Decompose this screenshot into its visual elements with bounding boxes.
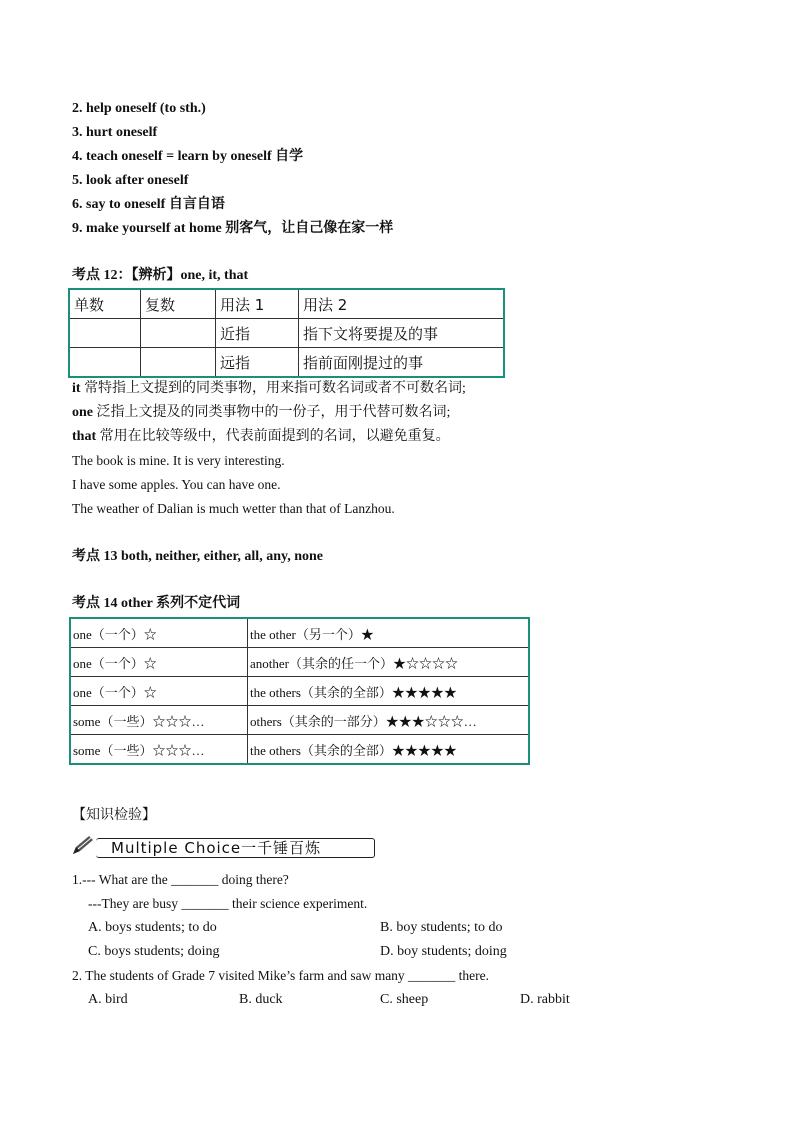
note-text: 常用在比较等级中，代表前面提到的名词，以避免重复。 xyxy=(96,429,450,444)
table-cell: 远指 xyxy=(216,348,299,378)
pencil-icon xyxy=(70,834,96,863)
note-term: it xyxy=(72,381,81,396)
one-it-that-table xyxy=(68,288,505,378)
option-c: C. boys students; doing xyxy=(88,944,220,959)
note-text: 常特指上文提到的同类事物，用来指可数名词或者不可数名词; xyxy=(80,381,466,396)
table-cell: 近指 xyxy=(216,319,299,348)
example-1: The book is mine. It is very interesting. xyxy=(72,453,285,468)
table-row xyxy=(69,348,504,378)
table-row xyxy=(70,706,529,735)
table-cell xyxy=(69,319,141,348)
option-b: B. duck xyxy=(239,992,283,1007)
table-row xyxy=(70,648,529,677)
note-it xyxy=(72,379,466,399)
note-text: 泛指上文提及的同类事物中的一份子，用于代替可数名词; xyxy=(93,405,451,420)
table-cell: one（一个）☆ xyxy=(70,618,248,648)
other-series-table xyxy=(69,617,530,765)
table-row xyxy=(70,677,529,706)
phrase-9: 9. make yourself at home 别客气，让自己像在家一样 xyxy=(72,221,394,236)
phrase-6: 6. say to oneself 自言自语 xyxy=(72,197,225,212)
table-row xyxy=(69,289,504,319)
table-cell: some（一些）☆☆☆… xyxy=(70,735,248,765)
table-cell: another（其余的任一个）★☆☆☆☆ xyxy=(248,648,530,677)
option-c: C. sheep xyxy=(380,992,429,1007)
table-cell: the others（其余的全部）★★★★★ xyxy=(248,735,530,765)
option-d: D. boy students; doing xyxy=(380,944,507,959)
phrase-3: 3. hurt oneself xyxy=(72,125,158,140)
table-cell: others（其余的一部分）★★★☆☆☆… xyxy=(248,706,530,735)
table-cell xyxy=(69,348,141,378)
phrase-5: 5. look after oneself xyxy=(72,173,189,188)
option-a: A. bird xyxy=(88,992,128,1007)
table-cell: one（一个）☆ xyxy=(70,648,248,677)
table-cell: the others（其余的全部）★★★★★ xyxy=(248,677,530,706)
table-cell: the other（另一个）★ xyxy=(248,618,530,648)
table-cell xyxy=(141,319,216,348)
kaodian12-heading: 考点 12：【辨析】one, it, that xyxy=(72,268,249,283)
phrase-2: 2. help oneself (to sth.) xyxy=(72,101,206,116)
table-cell: one（一个）☆ xyxy=(70,677,248,706)
option-a: A. boys students; to do xyxy=(88,920,217,935)
banner-text: Multiple Choice一千锤百炼 xyxy=(111,839,322,857)
table-cell: 用法 1 xyxy=(216,289,299,319)
table-row xyxy=(70,618,529,648)
note-term: one xyxy=(72,405,93,420)
note-term: that xyxy=(72,429,97,444)
example-3: The weather of Dalian is much wetter than that of Lanzhou. xyxy=(72,501,395,516)
note-one xyxy=(72,403,450,423)
table-cell: 用法 2 xyxy=(299,289,505,319)
table-cell xyxy=(141,348,216,378)
kaodian14-heading: 考点 14 other 系列不定代词 xyxy=(72,596,241,611)
table-cell: 指下文将要提及的事 xyxy=(299,319,505,348)
option-b: B. boy students; to do xyxy=(380,920,503,935)
table-row xyxy=(70,735,529,765)
example-2: I have some apples. You can have one. xyxy=(72,477,281,492)
question-1: 1.--- What are the _______ doing there? xyxy=(72,872,289,887)
table-row xyxy=(69,319,504,348)
table-cell: 单数 xyxy=(69,289,141,319)
table-cell: 指前面刚提过的事 xyxy=(299,348,505,378)
table-cell: some（一些）☆☆☆… xyxy=(70,706,248,735)
multiple-choice-banner xyxy=(70,834,376,858)
question-2: 2. The students of Grade 7 visited Mike’s farm and saw many _______ there. xyxy=(72,968,490,983)
phrase-4: 4. teach oneself = learn by oneself 自学 xyxy=(72,149,304,164)
question-1-line-2: ---They are busy _______ their science experiment. xyxy=(88,896,368,911)
option-d: D. rabbit xyxy=(520,992,570,1007)
table-cell: 复数 xyxy=(141,289,216,319)
knowledge-check-heading: 【知识检验】 xyxy=(72,808,156,823)
kaodian13-heading: 考点 13 both, neither, either, all, any, none xyxy=(72,549,323,564)
note-that xyxy=(72,427,450,447)
